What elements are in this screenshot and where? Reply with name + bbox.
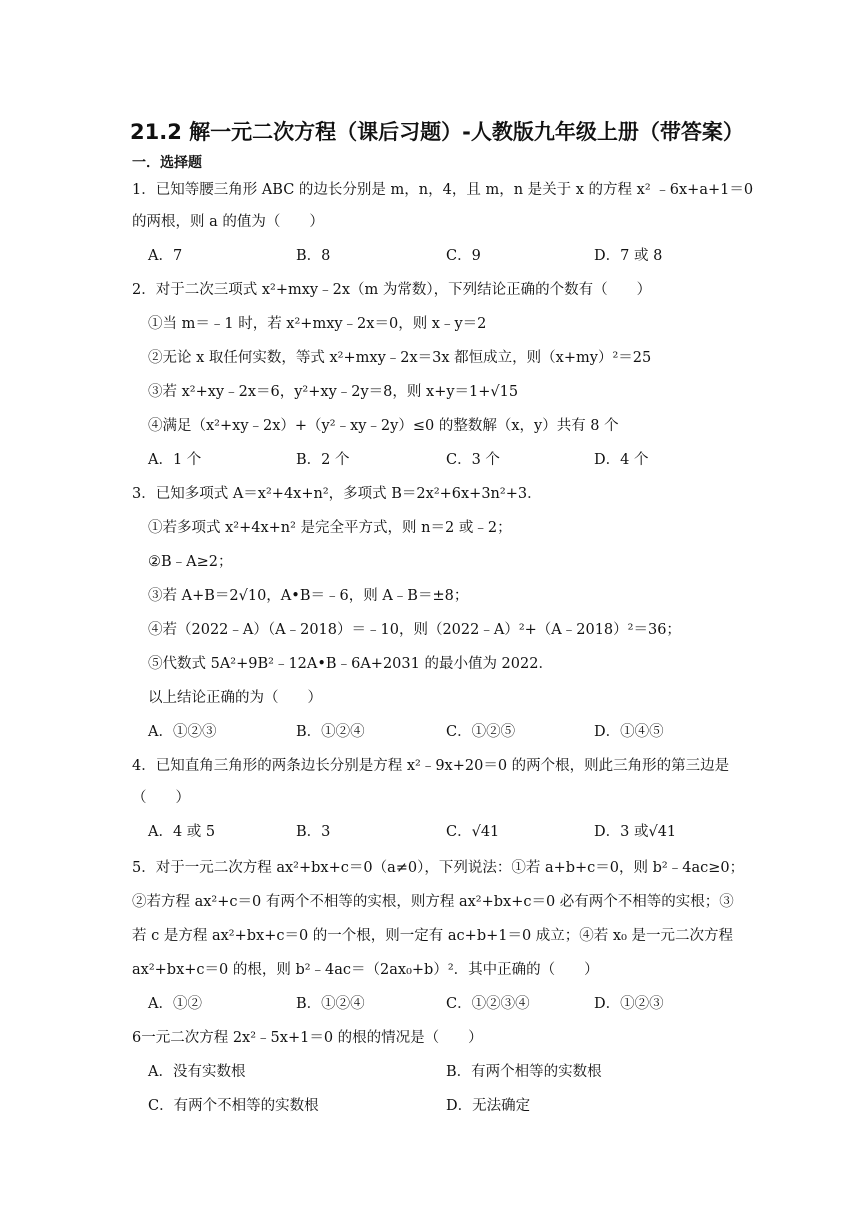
q5-option-c: C．①②③④ [446, 996, 530, 1012]
q6-option-b: B．有两个相等的实数根 [446, 1064, 602, 1080]
q4-line2: （ ） [132, 790, 190, 806]
q5-line3: 若 c 是方程 ax²+bx+c＝0 的一个根，则一定有 ac+b+1＝0 成立；④若 x₀ 是一元二次方程 [132, 928, 734, 944]
q5-line4: ax²+bx+c＝0 的根，则 b²﹣4ac＝（2ax₀+b）²．其中正确的（ ） [132, 962, 599, 978]
q3-option-b: B．①②④ [296, 724, 365, 740]
q6-option-a: A．没有实数根 [148, 1064, 246, 1080]
q3-statement-5: ⑤代数式 5A²+9B²﹣12A•B﹣6A+2031 的最小值为 2022． [148, 656, 553, 672]
q1-option-d: D．7 或 8 [594, 248, 663, 264]
q2-option-a: A．1 个 [148, 452, 202, 468]
q2-stem: 2．对于二次三项式 x²+mxy﹣2x（m 为常数），下列结论正确的个数有（ ） [132, 282, 652, 298]
q3-prompt: 以上结论正确的为（ ） [148, 690, 322, 706]
q2-statement-4: ④满足（x²+xy﹣2x）+（y²﹣xy﹣2y）≤0 的整数解（x，y）共有 8 个 [148, 418, 619, 434]
q5-line2: ②若方程 ax²+c＝0 有两个不相等的实根，则方程 ax²+bx+c＝0 必有两个不相等的实根；③ [132, 894, 734, 910]
q5-line1: 5．对于一元二次方程 ax²+bx+c＝0（a≠0），下列说法：①若 a+b+c＝0，则 b²﹣4ac≥0； [132, 860, 745, 876]
q6-option-c: C．有两个不相等的实数根 [148, 1098, 319, 1114]
q1-line2: 的两根，则 a 的值为（ ） [132, 214, 324, 230]
q3-option-d: D．①④⑤ [594, 724, 664, 740]
q3-stem: 3．已知多项式 A＝x²+4x+n²，多项式 B＝2x²+6x+3n²+3． [132, 486, 542, 502]
q3-statement-4: ④若（2022﹣A）（A﹣2018）＝﹣10，则（2022﹣A）²+（A﹣2018）²＝36； [148, 622, 681, 638]
q3-option-a: A．①②③ [148, 724, 217, 740]
q6-stem: 6一元二次方程 2x²﹣5x+1＝0 的根的情况是（ ） [132, 1030, 483, 1046]
document-title: 21.2 解一元二次方程（课后习题）-人教版九年级上册（带答案） [130, 120, 744, 144]
q6-option-d: D．无法确定 [446, 1098, 531, 1114]
q1-option-b: B．8 [296, 248, 331, 264]
q3-statement-2: ②B﹣A≥2； [148, 554, 233, 570]
q4-option-b: B．3 [296, 824, 331, 840]
q4-line1: 4．已知直角三角形的两条边长分别是方程 x²﹣9x+20＝0 的两个根，则此三角形的第三边是 [132, 758, 730, 774]
q3-statement-1: ①若多项式 x²+4x+n² 是完全平方式，则 n＝2 或﹣2； [148, 520, 512, 536]
q2-statement-2: ②无论 x 取任何实数，等式 x²+mxy﹣2x＝3x 都恒成立，则（x+my）²＝25 [148, 350, 652, 366]
q5-option-b: B．①②④ [296, 996, 365, 1012]
q4-option-d: D．3 或√41 [594, 824, 677, 840]
q3-statement-3: ③若 A+B＝2√10，A•B＝﹣6，则 A﹣B＝±8； [148, 588, 469, 604]
q4-option-a: A．4 或 5 [148, 824, 216, 840]
q2-option-c: C．3 个 [446, 452, 500, 468]
q4-option-c: C．√41 [446, 824, 500, 840]
section-heading: 一．选择题 [132, 155, 202, 171]
q1-option-a: A．7 [148, 248, 183, 264]
q5-option-a: A．①② [148, 996, 202, 1012]
q2-option-d: D．4 个 [594, 452, 649, 468]
q1-line1: 1．已知等腰三角形 ABC 的边长分别是 m，n，4，且 m，n 是关于 x 的方程 x² ﹣6x+a+1＝0 [132, 182, 754, 198]
q2-option-b: B．2 个 [296, 452, 350, 468]
q5-option-d: D．①②③ [594, 996, 664, 1012]
q1-option-c: C．9 [446, 248, 481, 264]
q2-statement-1: ①当 m＝﹣1 时，若 x²+mxy﹣2x＝0，则 x﹣y＝2 [148, 316, 487, 332]
q3-option-c: C．①②⑤ [446, 724, 516, 740]
q2-statement-3: ③若 x²+xy﹣2x＝6，y²+xy﹣2y＝8，则 x+y＝1+√15 [148, 384, 519, 400]
